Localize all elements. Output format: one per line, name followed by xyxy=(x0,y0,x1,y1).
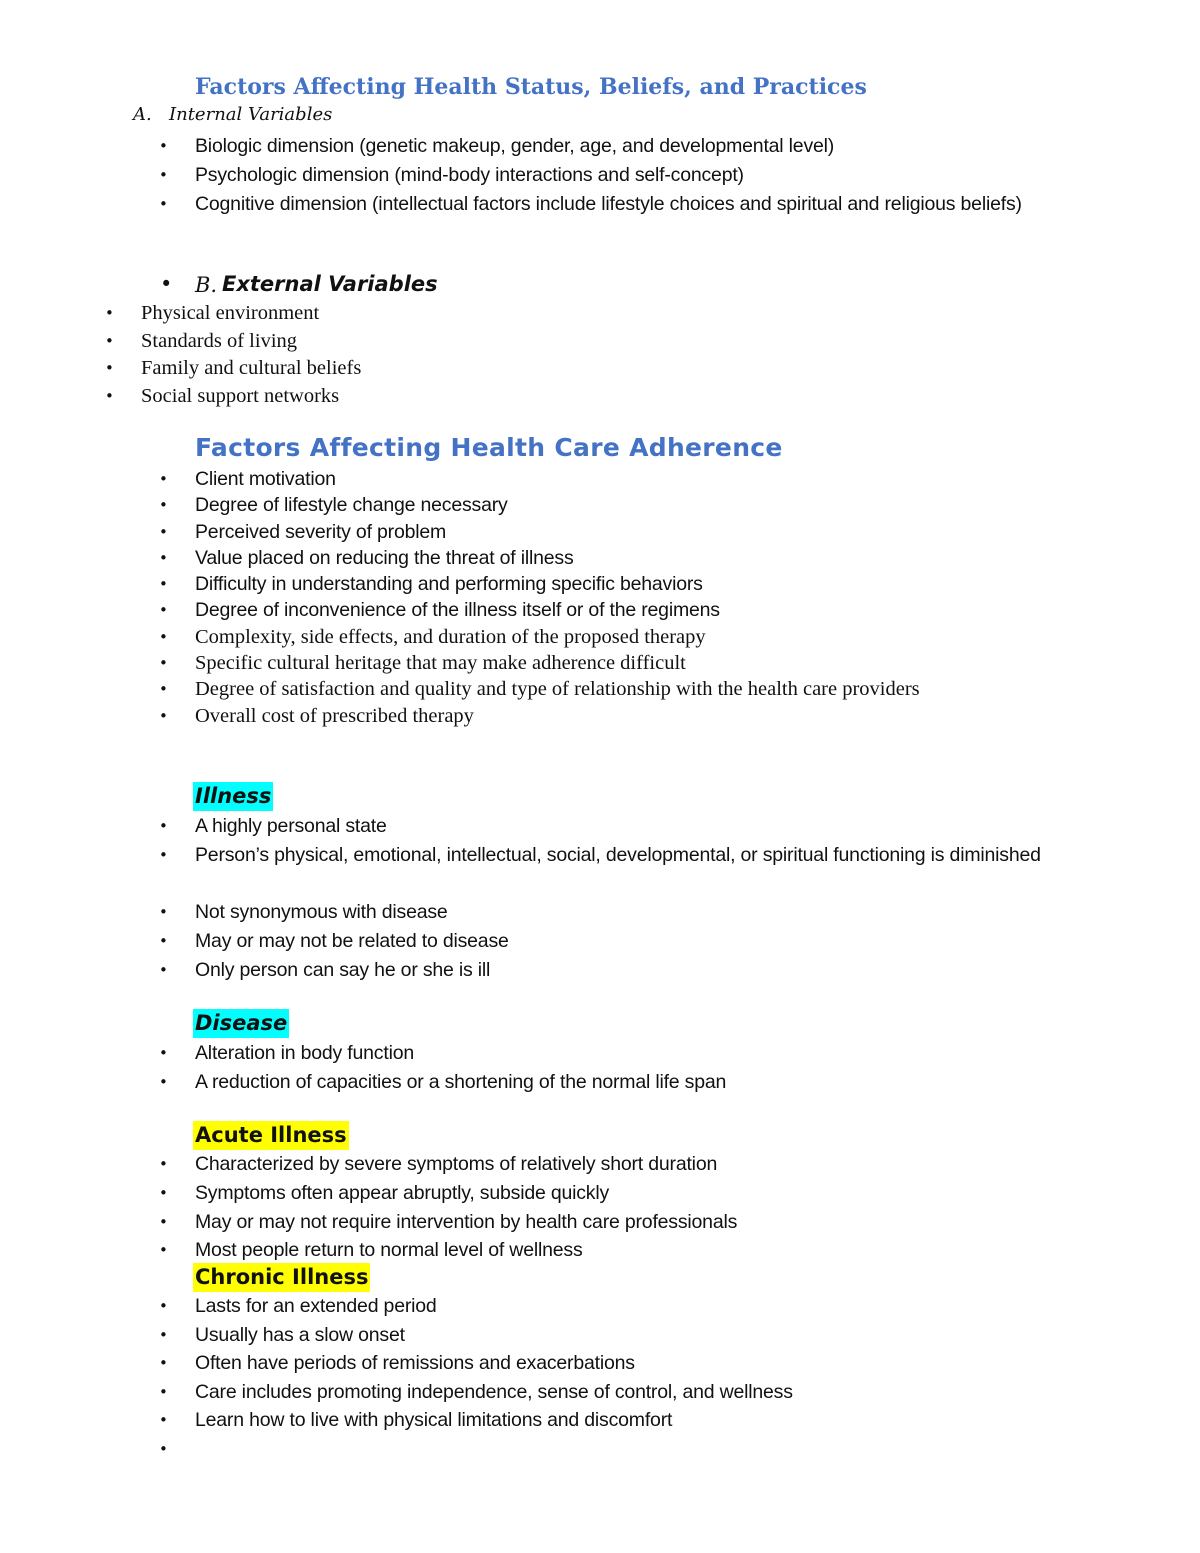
list-item: • Family and cultural beliefs xyxy=(141,355,361,383)
acute-illness-list xyxy=(195,1150,737,1265)
heading-health-status: Factors Affecting Health Status, Beliefs, and Practices xyxy=(195,74,867,100)
subheading-text: Internal Variables xyxy=(169,104,333,125)
disease-list xyxy=(195,1039,726,1096)
illness-list xyxy=(195,812,1075,985)
list-item: • Client motivation xyxy=(195,466,920,492)
list-item: • A highly personal state xyxy=(195,812,1075,841)
list-item: • Characterized by severe symptoms of relatively short duration xyxy=(195,1150,737,1179)
list-item: • Degree of satisfaction and quality and type of relationship with the health care providers xyxy=(195,676,920,702)
list-item: • Often have periods of remissions and exacerbations xyxy=(195,1349,793,1378)
bullet: • xyxy=(160,272,173,296)
list-item: • Social support networks xyxy=(141,383,361,411)
list-item: • May or may not require intervention by health care professionals xyxy=(195,1208,737,1237)
chronic-illness-list xyxy=(195,1292,793,1464)
list-item: • Learn how to live with physical limitations and discomfort xyxy=(195,1406,793,1435)
internal-variables-list xyxy=(195,132,1075,248)
list-item: • Degree of inconvenience of the illness itself or of the regimens xyxy=(195,597,920,623)
list-item: • May or may not be related to disease xyxy=(195,927,1075,956)
list-item: • Psychologic dimension (mind-body interactions and self-concept) xyxy=(195,161,1075,190)
list-item: • Only person can say he or she is ill xyxy=(195,956,1075,985)
list-item: • Most people return to normal level of wellness xyxy=(195,1236,737,1265)
list-item: • Perceived severity of problem xyxy=(195,519,920,545)
subheading-label: B. xyxy=(195,273,218,297)
list-item: • Biologic dimension (genetic makeup, gender, age, and developmental level) xyxy=(195,132,1075,161)
list-item: • A reduction of capacities or a shortening of the normal life span xyxy=(195,1068,726,1097)
heading-acute-illness: Acute Illness xyxy=(193,1121,349,1150)
subheading-internal-variables xyxy=(133,104,332,125)
list-item: • Usually has a slow onset xyxy=(195,1321,793,1350)
list-item: • Physical environment xyxy=(141,300,361,328)
list-item: • Specific cultural heritage that may make adherence difficult xyxy=(195,650,920,676)
list-item: • Value placed on reducing the threat of illness xyxy=(195,545,920,571)
list-item: • Alteration in body function xyxy=(195,1039,726,1068)
subheading-label: A. xyxy=(133,104,152,125)
list-item: • Care includes promoting independence, sense of control, and wellness xyxy=(195,1378,793,1407)
heading-disease: Disease xyxy=(193,1009,289,1038)
list-item: • Person’s physical, emotional, intellectual, social, developmental, or spiritual functioning is diminished xyxy=(195,841,1075,898)
list-item: • Not synonymous with disease xyxy=(195,898,1075,927)
list-item: • Lasts for an extended period xyxy=(195,1292,793,1321)
heading-illness: Illness xyxy=(193,782,273,811)
list-item: • Standards of living xyxy=(141,328,361,356)
list-item-empty xyxy=(195,1435,793,1464)
external-variables-list xyxy=(141,300,361,410)
list-item: • Symptoms often appear abruptly, subside quickly xyxy=(195,1179,737,1208)
heading-chronic-illness: Chronic Illness xyxy=(193,1263,370,1292)
list-item: • Degree of lifestyle change necessary xyxy=(195,492,920,518)
list-item: • Complexity, side effects, and duration of the proposed therapy xyxy=(195,624,920,650)
list-item: • Overall cost of prescribed therapy xyxy=(195,703,920,729)
heading-adherence: Factors Affecting Health Care Adherence xyxy=(195,433,783,462)
list-item: • Difficulty in understanding and performing specific behaviors xyxy=(195,571,920,597)
adherence-list xyxy=(195,466,920,729)
subheading-text: External Variables xyxy=(222,272,438,296)
list-item: • Cognitive dimension (intellectual factors include lifestyle choices and spiritual and religious beliefs) xyxy=(195,190,1075,248)
